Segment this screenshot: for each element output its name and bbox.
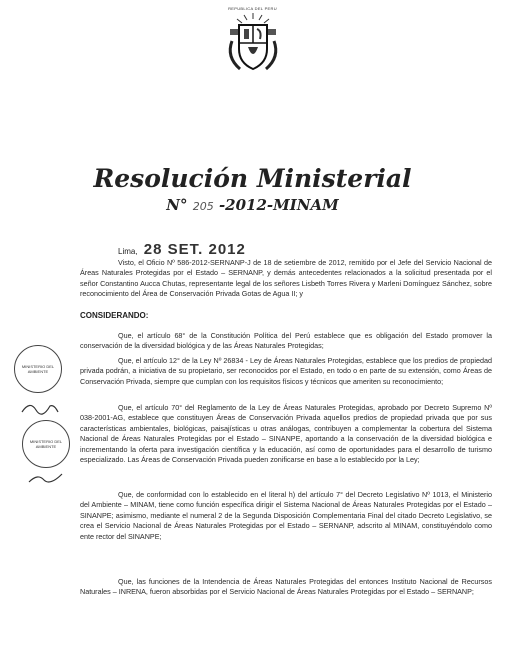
visto-paragraph: Visto, el Oficio Nº 586-2012-SERNANP-J de 18 de setiembre de 2012, remitido por el Jefe del Servicio Nacional de Áreas Naturales Protegidas por el Estado – SERNANP, y demás antecedentes relacionados a la solicitud presentada por el señor Constantino Aucca Chutas, representante legal de los señores Lisbeth Torres Rivera y Marleni Domínguez Sánchez, sobre reconocimiento del Área de Conservación Privada Gotas de Agua II; y [80, 258, 492, 299]
number-prefix: N° [166, 196, 188, 214]
seal-caption: REPUBLICA DEL PERU [228, 6, 277, 11]
paragraph-5: Que, las funciones de la Intendencia de Áreas Naturales Protegidas del entonces Instituto Nacional de Recursos Naturales – INRENA, fueron absorbidas por el Servicio Nacional de Áreas Naturales Protegidas por el Estado – SERNANP; [80, 577, 492, 597]
resolution-title: Resolución Ministerial [93, 164, 412, 193]
paragraph-4: Que, de conformidad con lo establecido en el literal h) del artículo 7° del Decreto Legislativo Nº 1013, el Ministerio del Ambiente – MINAM, tiene como función específica dirigir el Sistema Nacional de Áreas Naturales Protegidas por el Estado – SINANPE; asimismo, mediante el numeral 2 de la Segunda Disposición Complementaria Final del citado Decreto Legislativo, se crea el Servicio Nacional de Áreas Naturales Protegidas por el Estado – SERNANP, adscrito al MINAM, constituyéndolo como ente rector del SINANPE; [80, 490, 492, 541]
date-stamp: 28 SET. 2012 [143, 241, 246, 258]
number-suffix: -2012-MINAM [218, 196, 339, 214]
handwritten-number: 205 [192, 200, 214, 213]
paragraph-1: Que, el artículo 68° de la Constitución Política del Perú establece que es obligación del Estado promover la conservación de la diversidad biológica y de las Áreas Naturales Protegidas; [80, 331, 492, 351]
paragraph-3: Que, el artículo 70° del Reglamento de la Ley de Áreas Naturales Protegidas, aprobado por Decreto Supremo Nº 038-2001-AG, establece que constituyen Áreas de Conservación Privada aquellos predios de propiedad privada que por sus características ambientales, biológicas, paisajísticas u otras análogas, contribuyen a complementar la cobertura del Sistema Nacional de Áreas Naturales Protegidas por el Estado – SINANPE, aportando a la conservación de la diversidad biológica e incrementando la oferta para investigación científica y la educación, así como de oportunidades para el desarrollo de turismo especializado. Las Áreas de Conservación Privada pueden zonificarse en base a lo establecido por la Ley; [80, 403, 492, 465]
stamp-2-text: MINISTERIO DEL AMBIENTE [29, 439, 63, 449]
coat-of-arms-icon [220, 11, 286, 75]
initials-signature-2 [26, 470, 66, 488]
resolution-number [0, 196, 505, 214]
paragraph-2: Que, el artículo 12° de la Ley Nº 26834 - Ley de Áreas Naturales Protegidas, establece que los predios de propiedad privada podrán, a iniciativa de su propietario, ser reconocidos por el Estado, en todo o en parte de su extensión, como Áreas de Conservación Privada, siempre que cumplan con los requisitos físicos y técnicos que ameriten su reconocimiento; [80, 356, 492, 386]
national-seal [0, 6, 505, 80]
stamp-1-text: MINISTERIO DEL AMBIENTE [21, 364, 55, 374]
considerando-heading: CONSIDERANDO: [80, 311, 149, 320]
ministry-stamp-2 [22, 420, 70, 468]
ministry-stamp-1 [14, 345, 62, 393]
date-line [118, 241, 246, 258]
initials-signature-1 [20, 398, 60, 418]
date-city: Lima, [118, 247, 138, 256]
